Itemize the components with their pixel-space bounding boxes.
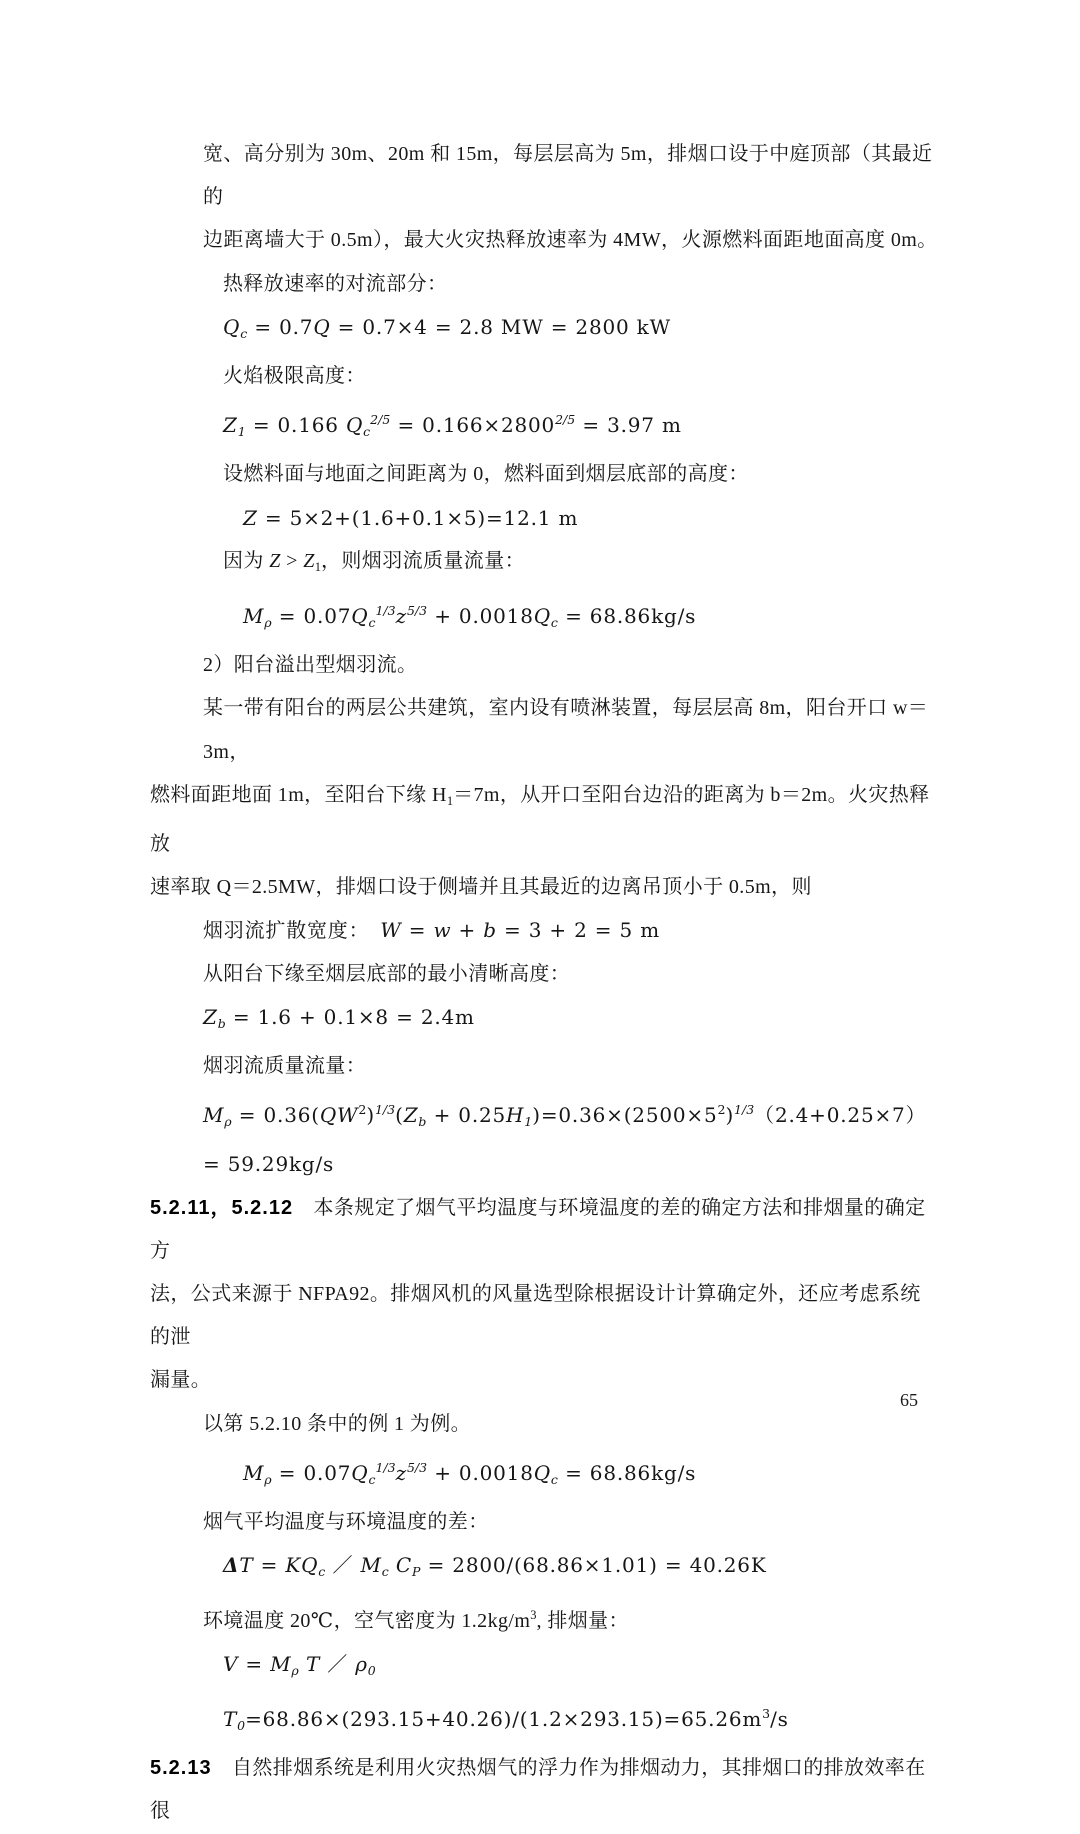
- section-heading-5-2-13: 5.2.13 自然排烟系统是利用火灾热烟气的浮力作为排烟动力，其排烟口的排放效率在很: [150, 1757, 926, 1823]
- formula-z: Z = 5×2+(1.6+0.1×5)=12.1 m: [243, 505, 579, 530]
- para-5-2-11-line-3: 漏量。: [150, 1369, 212, 1392]
- para-5-2-11-line-2: 法，公式来源于 NFPA92。排烟风机的风量选型除根据设计计算确定外，还应考虑系统的泄: [150, 1283, 921, 1349]
- formula-mp-example: $M_\rho = 0.07Q_c^{1/3}z^{5/3} + 0.0018Q_c = 68.86kg/s$: [243, 1459, 697, 1487]
- document-content: [150, 133, 940, 1834]
- para-balcony-line-3: 速率取 Q＝2.5MW，排烟口设于侧墙并且其最近的边离吊顶小于 0.5m，则: [150, 876, 812, 899]
- label-temp-difference: 烟气平均温度与环境温度的差：: [203, 1511, 489, 1534]
- label-example-reference: 以第 5.2.10 条中的例 1 为例。: [203, 1412, 471, 1435]
- page-number: 65: [900, 1390, 918, 1410]
- label-fuel-surface-height: 设燃料面与地面之间距离为 0，燃料面到烟层底部的高度：: [223, 463, 749, 486]
- label-because-z-greater: 因为 $Z > Z_1$，则烟羽流质量流量：: [223, 549, 525, 574]
- para-balcony-line-1: 某一带有阳台的两层公共建筑，室内设有喷淋装置，每层层高 8m，阳台开口 w＝3m，: [203, 697, 929, 763]
- label-min-clear-height: 从阳台下缘至烟层底部的最小清晰高度：: [203, 962, 571, 985]
- section-heading-5-2-11-12: 5.2.11，5.2.12 本条规定了烟气平均温度与环境温度的差的确定方法和排烟量的确定方: [150, 1196, 926, 1262]
- para-balcony-line-2: 燃料面距地面 1m，至阳台下缘 $H_1=7m$，从开口至阳台边沿的距离为 b＝2m。火灾热释放: [150, 783, 930, 856]
- formula-plume-width: 烟羽流扩散宽度： W = w + b = 3 + 2 = 5 m: [203, 918, 660, 943]
- para-atrium-continued-line-2: 边距离墙大于 0.5m），最大火灾热释放速率为 4MW，火源燃料面距地面高度 0m。: [203, 229, 938, 252]
- label-convective-heat-release: 热释放速率的对流部分：: [223, 272, 448, 295]
- formula-exhaust-volume: $V = M_\rho$ T ／ $\rho_0$ $T_0=68.86\times(293.15+40.26)/(1.2\times 293.15)=65.26m^3/s$: [223, 1651, 789, 1733]
- formula-z1: $Z_1 = 0.166$ $Q_c^{2/5} = 0.166\times 2800^{2/5} = 3.97$ m: [223, 412, 682, 440]
- label-ambient-conditions: 环境温度 20℃，空气密度为 $1.2kg/m^3$, 排烟量：: [203, 1607, 629, 1632]
- formula-delta-t: $\Delta T = KQ_c$ ／ $M_c$ $C_P = 2800/(68.86\times 1.01) = 40.26K$: [223, 1553, 767, 1580]
- label-plume-mass-flow: 烟羽流质量流量：: [203, 1055, 367, 1078]
- formula-mp-axisymmetric: $M_\rho = 0.07Q_c^{1/3}z^{5/3} + 0.0018Q_c = 68.86kg/s$: [243, 603, 697, 631]
- formula-zb: $Z_b = 1.6 + 0.1\times 8 = 2.4m$: [203, 1004, 475, 1031]
- formula-mp-balcony: $M_\rho = 0.36(QW^2)^{1/3}(Z_b + 0.25H_1)=0.36\times(2500\times 5^2)^{1/3}(2.4+0.25\times 7) = 59.29kg/s$: [203, 1102, 934, 1177]
- para-atrium-continued-line-1: 宽、高分别为 30m、20m 和 15m，每层层高为 5m，排烟口设于中庭顶部（其最近的: [203, 143, 933, 209]
- label-balcony-spill-plume: 2）阳台溢出型烟羽流。: [203, 654, 418, 677]
- formula-qc: $Q_c = 0.7Q = 0.7\times 4 = 2.8$ MW = 2800 kW: [223, 314, 671, 341]
- label-flame-limit-height: 火焰极限高度：: [223, 365, 366, 388]
